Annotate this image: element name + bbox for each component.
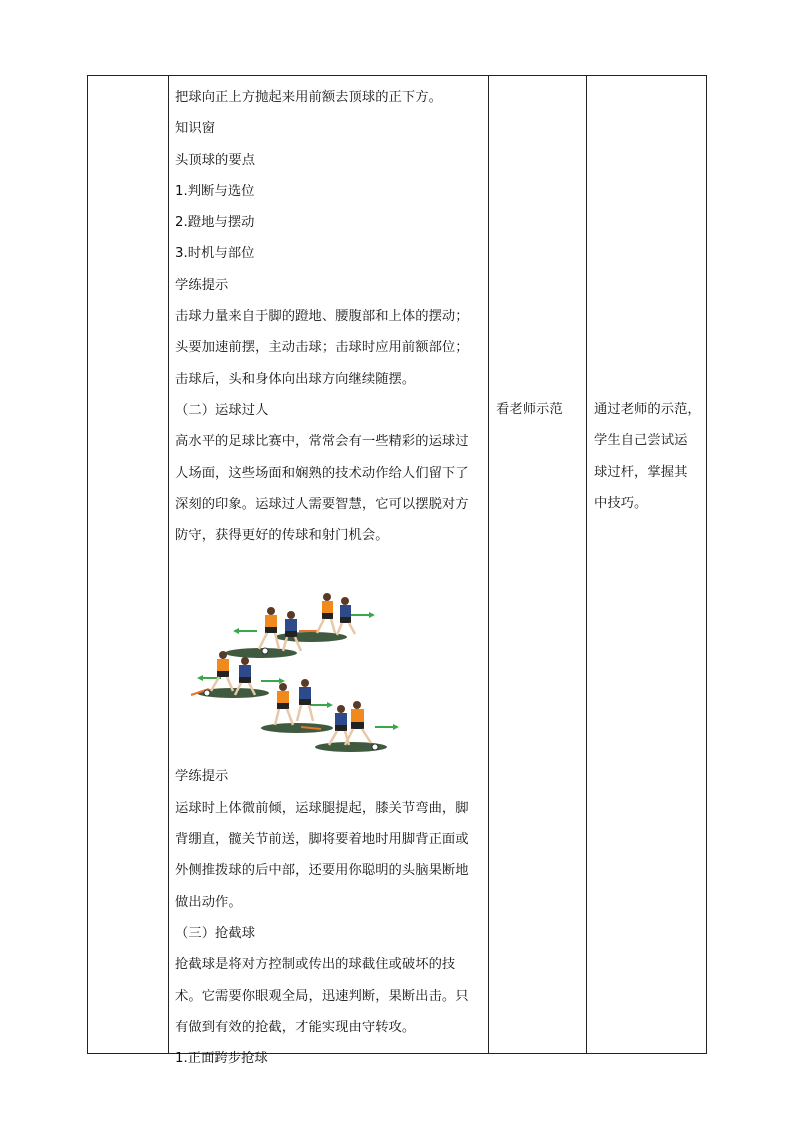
content-line: 头要加速前摆，主动击球；击球时应用前额部位；: [175, 340, 469, 356]
content-line: 3.时机与部位: [175, 246, 255, 262]
section-heading: 知识窗: [175, 121, 216, 137]
section-heading: 学练提示: [175, 769, 229, 785]
content-line: 1.判断与选位: [175, 183, 255, 199]
content-line: 高水平的足球比赛中，常常会有一些精彩的运球过: [175, 434, 469, 450]
content-line: 防守，获得更好的传球和射门机会。: [175, 528, 389, 544]
purpose-line: 学生自己尝试运: [594, 433, 688, 449]
content-line: 人场面，这些场面和娴熟的技术动作给人们留下了: [175, 465, 469, 481]
content-line: 2.蹬地与摆动: [175, 215, 255, 231]
content-line: 击球后，头和身体向出球方向继续随摆。: [175, 371, 416, 387]
purpose-line: 中技巧。: [594, 495, 648, 511]
content-line: 1.正面跨步抢球: [175, 1051, 268, 1067]
content-line: 有做到有效的抢截，才能实现由守转攻。: [175, 1019, 416, 1035]
content-line: 把球向正上方抛起来用前额去顶球的正下方。: [175, 90, 442, 105]
content-line: 深刻的印象。运球过人需要智慧，它可以摆脱对方: [175, 496, 469, 512]
design-purpose-cell: [587, 76, 707, 1053]
content-line: 背绷直，髋关节前送，脚将要着地时用脚背正面或: [175, 832, 469, 848]
dribbling-players-icon: [179, 561, 409, 753]
content-line: 外侧推拨球的后中部，还要用你聪明的头脑果断地: [175, 863, 469, 879]
section-heading: （三）抢截球: [175, 925, 256, 941]
student-activity-cell: [489, 76, 586, 1053]
content-line: 头顶球的要点: [175, 152, 256, 168]
content-line: 术。它需要你眼观全局，迅速判断，果断出击。只: [175, 988, 469, 1004]
section-heading: 学练提示: [175, 277, 229, 293]
purpose-line: 球过杆，掌握其: [594, 464, 688, 480]
content-line: 抢截球是将对方控制或传出的球截住或破坏的技: [175, 957, 456, 973]
content-line: 击球力量来自于脚的蹬地、腰腹部和上体的摆动；: [175, 309, 469, 325]
content-line: 运球时上体微前倾，运球腿提起，膝关节弯曲，脚: [175, 800, 469, 816]
content-line: 做出动作。: [175, 894, 242, 910]
teaching-content-cell: [169, 76, 488, 1067]
activity-text: 看老师示范: [496, 402, 563, 417]
soccer-dribbling-illustration: [179, 561, 409, 753]
lesson-table: [87, 75, 707, 1067]
section-heading: （二）运球过人: [175, 402, 269, 418]
purpose-line: 通过老师的示范，: [594, 402, 701, 417]
